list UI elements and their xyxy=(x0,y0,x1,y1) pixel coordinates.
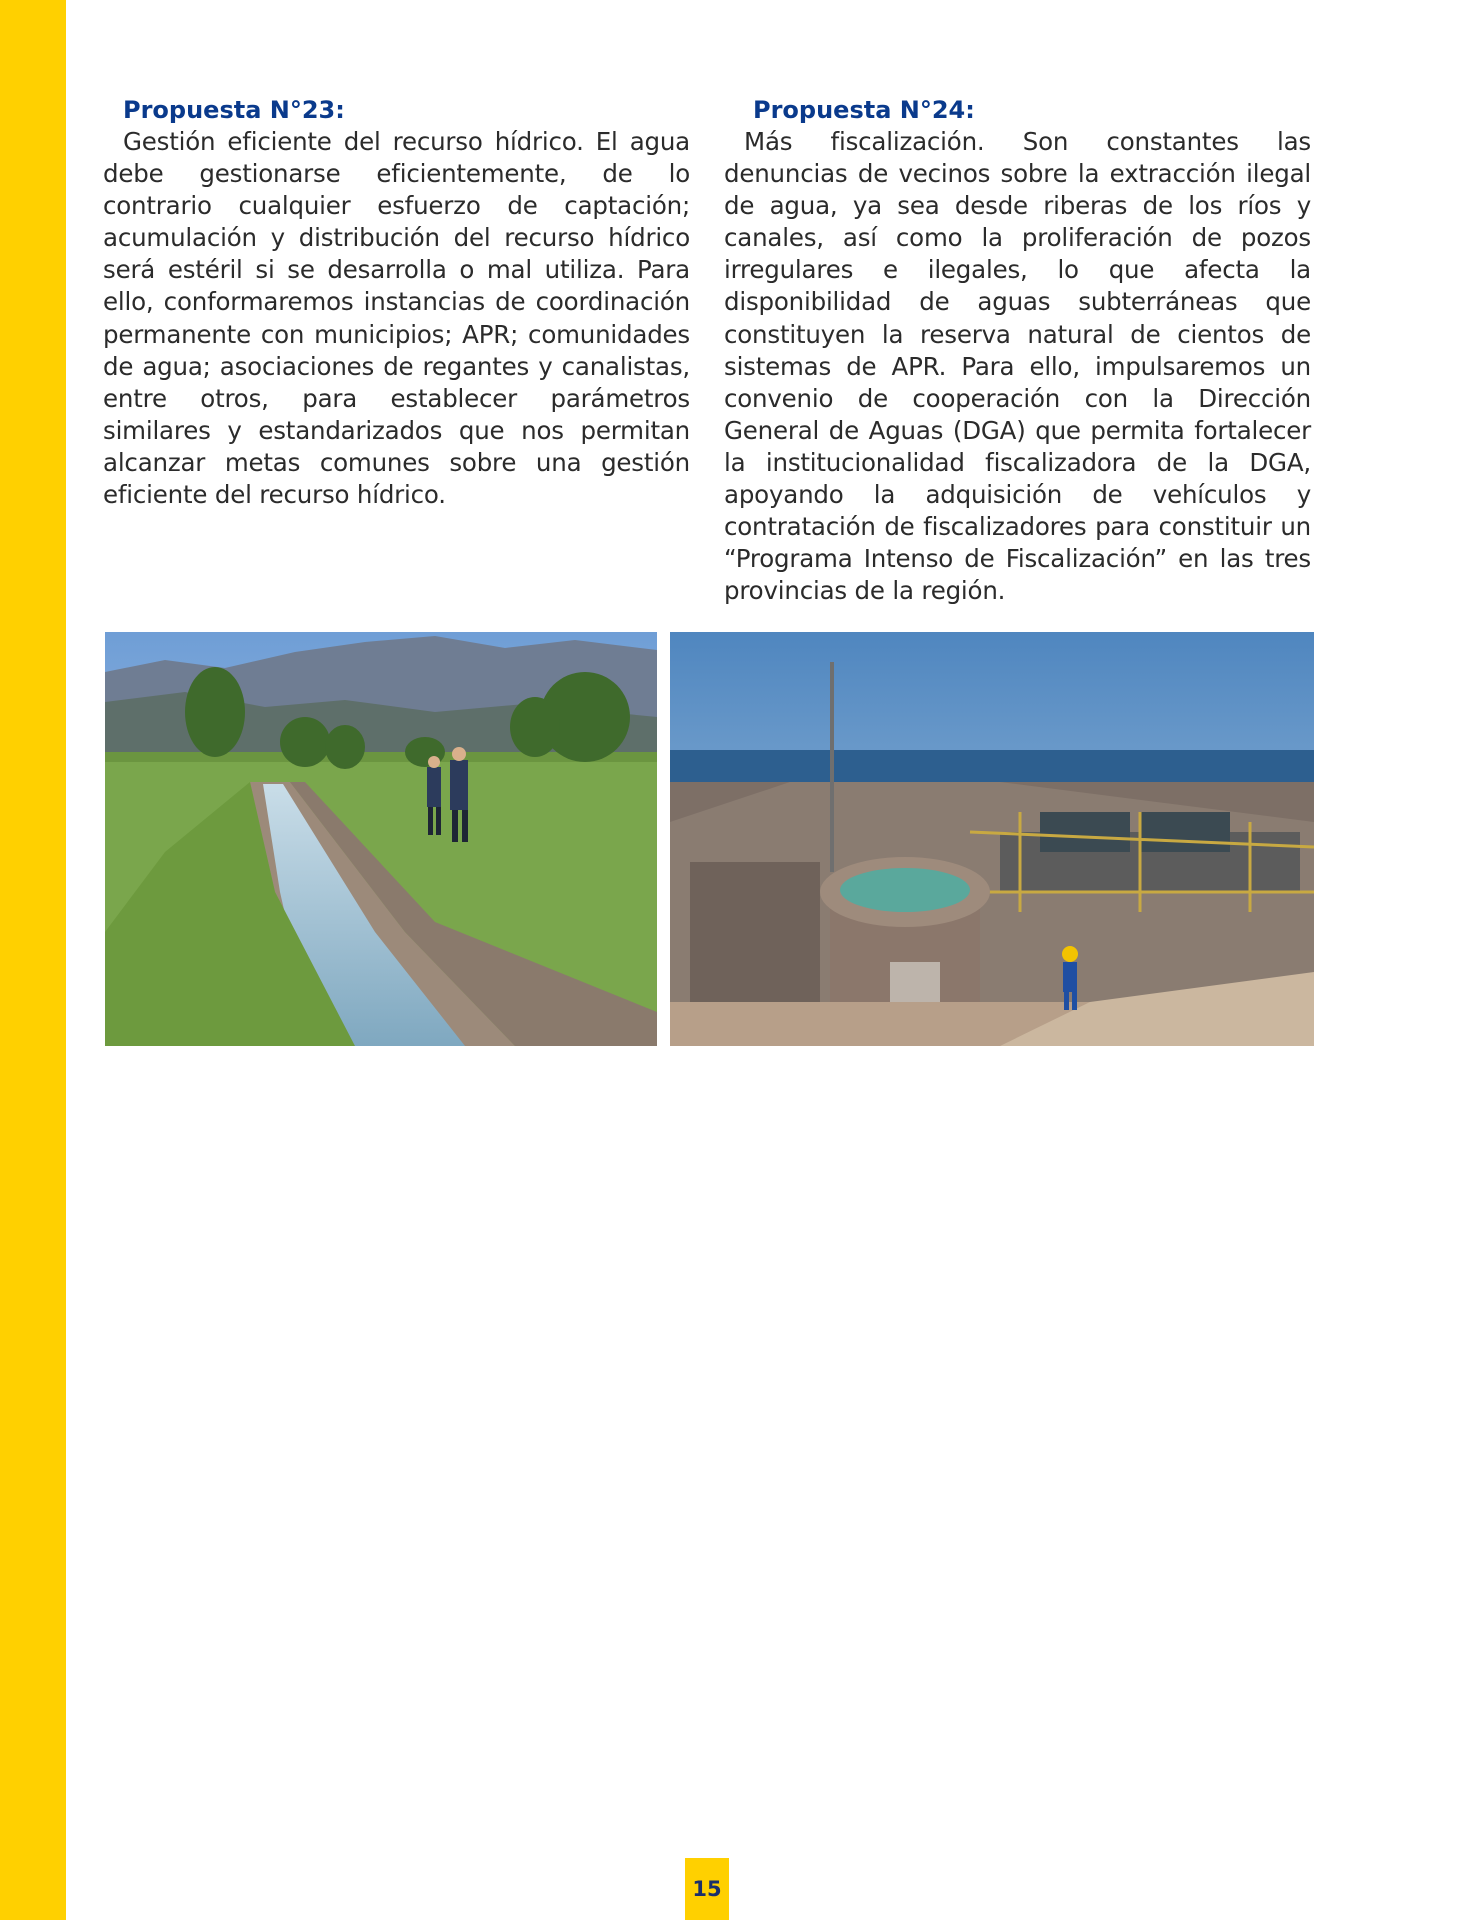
proposal-24-body: Más fiscalización. Son constantes las denuncias de vecinos sobre la extracción ilegal de agua, ya sea desde riberas de los ríos y canales, así como la proliferación de pozos irregulares e ilegales, lo que afecta la disponibilidad de aguas subterráneas que constituyen la reserva natural de cientos de sistemas de APR. Para ello, impulsaremos un convenio de cooperación con la Dirección General de Aguas (DGA) que permita fortalecer la institucionalidad fiscalizadora de la DGA, apoyando la adquisición de vehículos y contratación de fiscalizadores para constituir un “Programa Intenso de Fiscalización” en las tres provincias de la región. xyxy=(724,127,1311,606)
proposal-23 xyxy=(103,94,690,511)
proposal-23-body: Gestión eficiente del recurso hídrico. El agua debe gestionarse eficientemente, de lo contrario cualquier esfuerzo de captación; acumulación y distribución del recurso hídrico será estéril si se desarrolla o mal utiliza. Para ello, conformaremos instancias de coordinación permanente con municipios; APR; comunidades de agua; asociaciones de regantes y canalistas, entre otros, para establecer parámetros similares y estandarizados que nos permitan alcanzar metas comunes sobre una gestión eficiente del recurso hídrico. xyxy=(103,127,690,510)
proposal-23-heading: Propuesta N°23: xyxy=(123,96,345,124)
water-treatment-plant-photo xyxy=(670,632,1314,1046)
proposal-24-heading: Propuesta N°24: xyxy=(753,96,975,124)
proposal-24 xyxy=(724,94,1311,607)
yellow-sidebar xyxy=(0,0,66,1920)
irrigation-canal-photo xyxy=(105,632,657,1046)
page-number: 15 xyxy=(685,1858,729,1920)
